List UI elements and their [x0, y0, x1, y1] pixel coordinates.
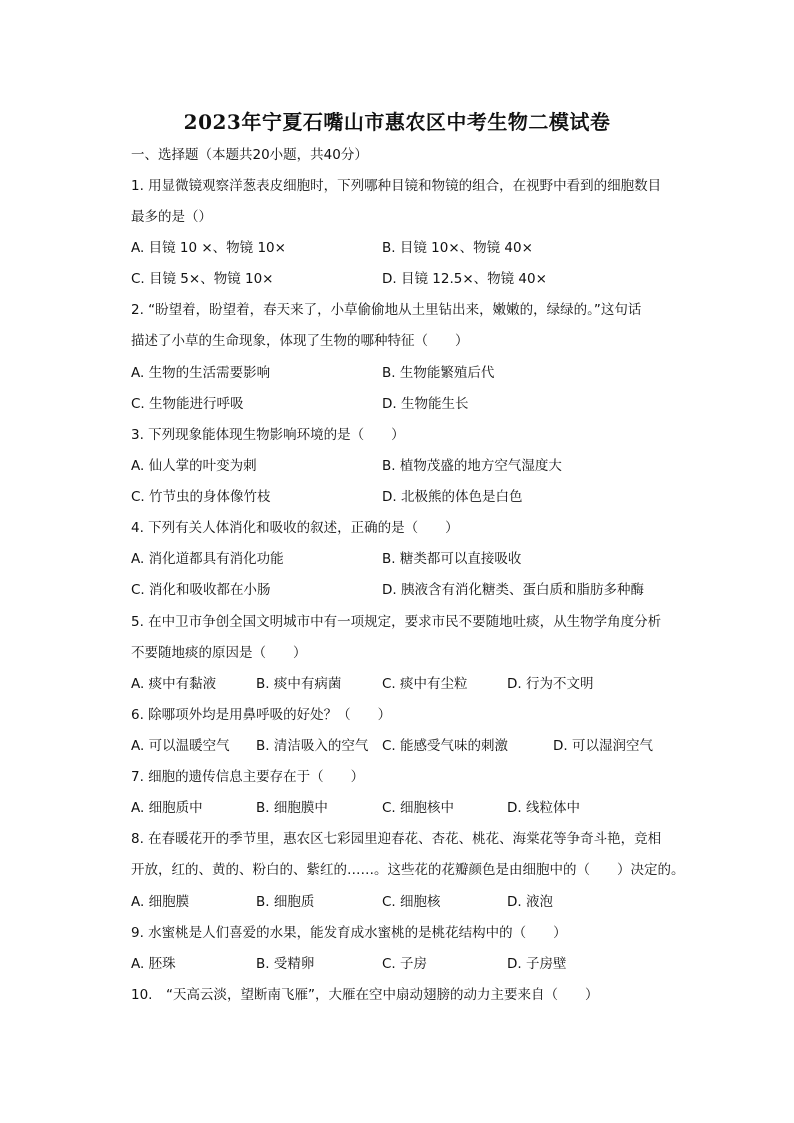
q5-option-a: A. 痰中有黏液 [131, 676, 217, 692]
q2-option-d: D. 生物能生长 [382, 396, 469, 412]
q9-option-a: A. 胚珠 [131, 956, 176, 972]
q5-option-b: B. 痰中有病菌 [256, 676, 342, 692]
q6-option-a: A. 可以温暖空气 [131, 738, 230, 754]
question-7-text: 7. 细胞的遗传信息主要存在于（ ） [131, 769, 365, 785]
q2-option-c: C. 生物能进行呼吸 [131, 396, 244, 412]
q2-option-b: B. 生物能繁殖后代 [382, 365, 495, 381]
q7-option-d: D. 线粒体中 [507, 800, 580, 816]
q9-option-c: C. 子房 [382, 956, 428, 972]
q7-option-b: B. 细胞膜中 [256, 800, 328, 816]
q6-option-c: C. 能感受气味的刺激 [382, 738, 509, 754]
q7-option-c: C. 细胞核中 [382, 800, 455, 816]
q3-option-d: D. 北极熊的体色是白色 [382, 489, 523, 505]
q6-option-b: B. 清洁吸入的空气 [256, 738, 369, 754]
question-8-text: 8. 在春暖花开的季节里，惠农区七彩园里迎春花、杏花、桃花、海棠花等争奇斗艳，竞相 [131, 831, 662, 847]
q1-option-c: C. 目镜 5×、物镜 10× [131, 271, 274, 287]
question-8-text-cont: 开放，红的、黄的、粉白的、紫红的……。这些花的花瓣颜色是由细胞中的（ ）决定的。 [131, 862, 685, 878]
q6-option-d: D. 可以湿润空气 [553, 738, 653, 754]
question-1-text-cont: 最多的是（） [131, 209, 212, 225]
q3-option-c: C. 竹节虫的身体像竹枝 [131, 489, 271, 505]
question-1-text: 1. 用显微镜观察洋葱表皮细胞时，下列哪种目镜和物镜的组合，在视野中看到的细胞数目 [131, 178, 662, 194]
q9-option-b: B. 受精卵 [256, 956, 315, 972]
q4-option-c: C. 消化和吸收都在小肠 [131, 582, 271, 598]
q7-option-a: A. 细胞质中 [131, 800, 203, 816]
q4-option-d: D. 胰液含有消化糖类、蛋白质和脂肪多种酶 [382, 582, 644, 598]
q8-option-b: B. 细胞质 [256, 894, 315, 910]
question-5-text: 5. 在中卫市争创全国文明城市中有一项规定，要求市民不要随地吐痰，从生物学角度分析 [131, 614, 662, 630]
question-2-text-cont: 描述了小草的生命现象，体现了生物的哪种特征（ ） [131, 333, 469, 349]
section-heading: 一、选择题（本题共20小题，共40分） [131, 147, 368, 163]
q4-option-b: B. 糖类都可以直接吸收 [382, 551, 522, 567]
question-2-text: 2. “盼望着，盼望着，春天来了，小草偷偷地从土里钻出来，嫩嫩的，绿绿的。”这句话 [131, 302, 642, 318]
q3-option-a: A. 仙人掌的叶变为刺 [131, 458, 257, 474]
q1-option-a: A. 目镜 10 ×、物镜 10× [131, 240, 286, 256]
q8-option-a: A. 细胞膜 [131, 894, 190, 910]
q8-option-c: C. 细胞核 [382, 894, 441, 910]
q5-option-c: C. 痰中有尘粒 [382, 676, 468, 692]
question-5-text-cont: 不要随地痰的原因是（ ） [131, 645, 307, 661]
q4-option-a: A. 消化道都具有消化功能 [131, 551, 284, 567]
question-9-text: 9. 水蜜桃是人们喜爱的水果，能发育成水蜜桃的是桃花结构中的（ ） [131, 925, 567, 941]
q1-option-d: D. 目镜 12.5×、物镜 40× [382, 271, 547, 287]
q3-option-b: B. 植物茂盛的地方空气湿度大 [382, 458, 562, 474]
question-3-text: 3. 下列现象能体现生物影响环境的是（ ） [131, 427, 405, 443]
question-6-text: 6. 除哪项外均是用鼻呼吸的好处？（ ） [131, 707, 392, 723]
question-4-text: 4. 下列有关人体消化和吸收的叙述，正确的是（ ） [131, 520, 459, 536]
q2-option-a: A. 生物的生活需要影响 [131, 365, 271, 381]
page-title: 2023年宁夏石嘴山市惠农区中考生物二模试卷 [183, 110, 611, 134]
q9-option-d: D. 子房壁 [507, 956, 567, 972]
q5-option-d: D. 行为不文明 [507, 676, 594, 692]
q8-option-d: D. 液泡 [507, 894, 553, 910]
question-10-text: 10. “天高云淡，望断南飞雁”，大雁在空中扇动翅膀的动力主要来自（ ） [131, 987, 599, 1003]
q1-option-b: B. 目镜 10×、物镜 40× [382, 240, 533, 256]
